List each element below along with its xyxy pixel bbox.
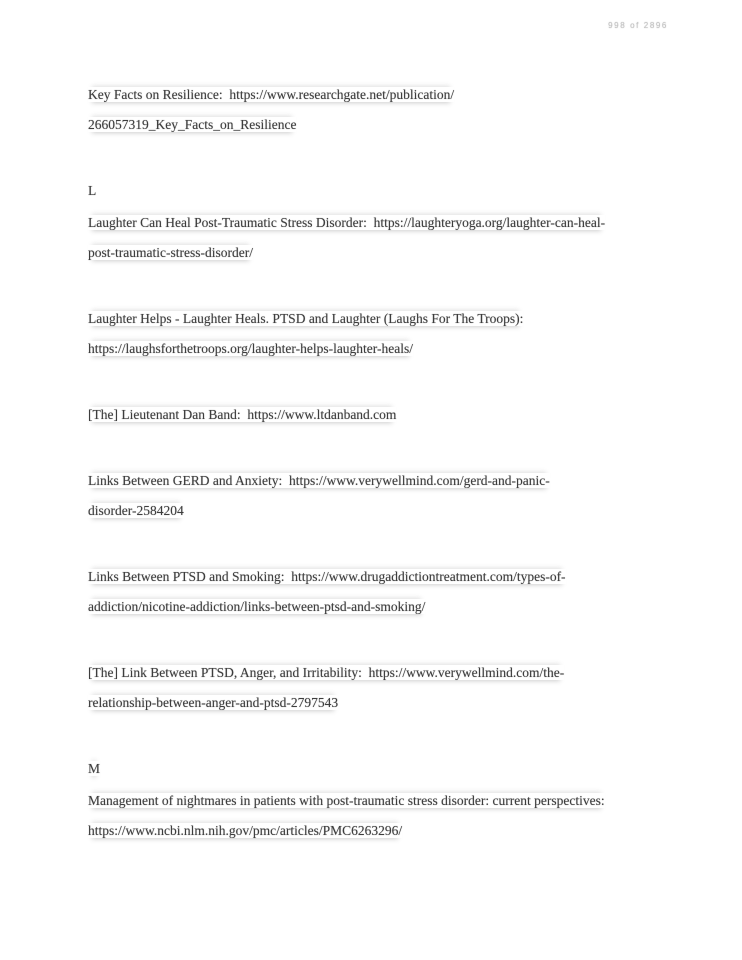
reference-line: https://laughsforthetroops.org/laughter-helps-laughter-heals/: [88, 341, 414, 356]
reference-line: https://www.ncbi.nlm.nih.gov/pmc/articles/PMC6263296/: [88, 823, 403, 838]
reference-entry: [88, 80, 688, 140]
section-letter: M: [88, 761, 101, 776]
section-letter-heading: [88, 754, 688, 784]
reference-entry: [88, 400, 688, 430]
reference-line: [The] Lieutenant Dan Band: https://www.ltdanband.com: [88, 407, 397, 422]
page-progress-indicator: 998 of 2896: [608, 21, 668, 30]
reference-line: Links Between PTSD and Smoking: https://www.drugaddictiontreatment.com/types-of-: [88, 569, 566, 584]
reference-line: relationship-between-anger-and-ptsd-2797543: [88, 695, 339, 710]
reference-entry: [88, 304, 688, 364]
reference-line: disorder-2584204: [88, 503, 184, 518]
reference-line: Management of nightmares in patients with post-traumatic stress disorder: current perspectives:: [88, 793, 605, 808]
reference-line: 266057319_Key_Facts_on_Resilience: [88, 117, 297, 132]
reference-line: post-traumatic-stress-disorder/: [88, 245, 253, 260]
reference-entry: [88, 562, 688, 622]
reference-entry: [88, 658, 688, 718]
section-letter-heading: [88, 176, 688, 206]
reference-entry: [88, 786, 688, 846]
reference-line: Laughter Can Heal Post-Traumatic Stress Disorder: https://laughteryoga.org/laughter-can-heal-: [88, 215, 606, 230]
reference-entry: [88, 466, 688, 526]
reference-entry: [88, 208, 688, 268]
reference-line: Laughter Helps - Laughter Heals. PTSD and Laughter (Laughs For The Troops):: [88, 311, 524, 326]
references-list: [88, 80, 688, 882]
reference-line: [The] Link Between PTSD, Anger, and Irritability: https://www.verywellmind.com/the-: [88, 665, 565, 680]
reference-line: addiction/nicotine-addiction/links-between-ptsd-and-smoking/: [88, 599, 426, 614]
section-letter: L: [88, 183, 97, 198]
reference-line: Links Between GERD and Anxiety: https://www.verywellmind.com/gerd-and-panic-: [88, 473, 550, 488]
reference-line: Key Facts on Resilience: https://www.researchgate.net/publication/: [88, 87, 455, 102]
